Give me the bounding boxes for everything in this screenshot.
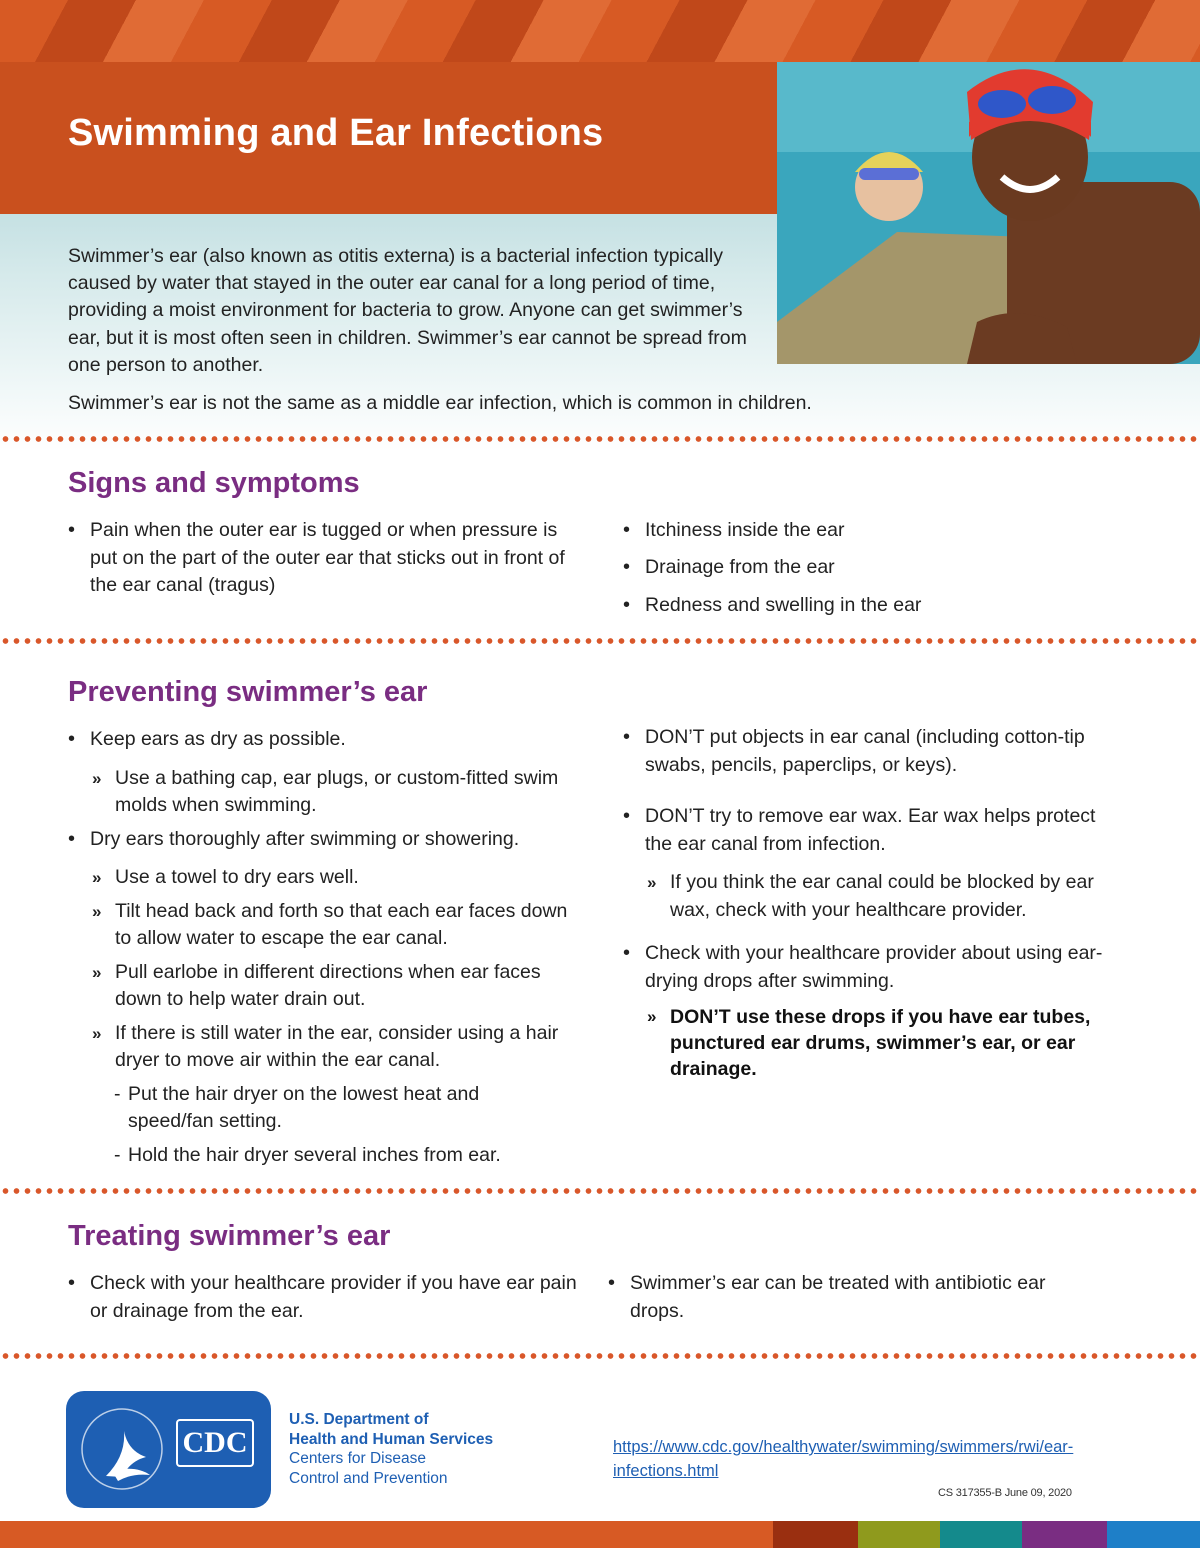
dotted-divider	[0, 1188, 1200, 1194]
list-item: - Hold the hair dryer several inches from ear.	[68, 1142, 588, 1170]
intro-note: Swimmer’s ear is not the same as a middle ear infection, which is common in children.	[68, 392, 812, 414]
agency-name	[289, 1410, 549, 1488]
signs-list-right	[623, 517, 1143, 620]
list-item: • Drainage from the ear	[623, 554, 1143, 582]
treat-list-right	[608, 1270, 1078, 1325]
child-swimmer-photo	[777, 62, 1200, 364]
list-item: » Use a towel to dry ears well.	[68, 864, 588, 892]
list-item: » Pull earlobe in different directions when ear faces down to help water drain out.	[68, 959, 588, 1014]
list-item: • Dry ears thoroughly after swimming or showering.	[68, 826, 588, 854]
list-item: • DON’T put objects in ear canal (including cotton-tip swabs, pencils, paperclips, or keys).	[623, 724, 1123, 779]
list-item: » DON’T use these drops if you have ear tubes, punctured ear drums, swimmer’s ear, or ear drainage.	[623, 1004, 1123, 1082]
list-item: • Check with your healthcare provider about using ear-drying drops after swimming.	[623, 940, 1123, 995]
list-item: • Swimmer’s ear can be treated with antibiotic ear drops.	[608, 1270, 1078, 1325]
page-title: Swimming and Ear Infections	[68, 112, 604, 154]
treat-list-left	[68, 1270, 588, 1325]
list-item: » If there is still water in the ear, consider using a hair dryer to move air within the ear canal.	[68, 1020, 588, 1075]
bottom-color-bar	[0, 1521, 1200, 1548]
bar-segment	[1022, 1521, 1107, 1548]
list-item: - Put the hair dryer on the lowest heat and speed/fan setting.	[68, 1081, 548, 1136]
hhs-line-2: Health and Human Services	[289, 1430, 494, 1448]
cdc-line-2: Control and Prevention	[289, 1469, 448, 1487]
top-stripe-banner	[0, 0, 1200, 62]
list-item: • DON’T try to remove ear wax. Ear wax helps protect the ear canal from infection.	[623, 803, 1123, 858]
section-title-treat: Treating swimmer’s ear	[68, 1220, 391, 1252]
section-title-prevent: Preventing swimmer’s ear	[68, 676, 428, 708]
list-item: • Itchiness inside the ear	[623, 517, 1143, 545]
dotted-divider	[0, 436, 1200, 442]
bar-segment	[0, 1521, 773, 1548]
section-title-signs: Signs and symptoms	[68, 467, 360, 499]
photo-illustration	[777, 62, 1200, 364]
dotted-divider	[0, 1353, 1200, 1359]
list-item: • Check with your healthcare provider if you have ear pain or drainage from the ear.	[68, 1270, 588, 1325]
bar-segment	[940, 1521, 1022, 1548]
dotted-divider	[0, 638, 1200, 644]
signs-list-left	[68, 517, 568, 600]
list-item: » If you think the ear canal could be blocked by ear wax, check with your healthcare provider.	[623, 869, 1123, 924]
cdc-wordmark: CDC	[176, 1419, 254, 1467]
list-item: • Pain when the outer ear is tugged or when pressure is put on the part of the outer ear that sticks out in front of the ear canal (tragus)	[68, 517, 568, 600]
prevent-list-right	[623, 724, 1123, 1082]
list-item: • Keep ears as dry as possible.	[68, 726, 588, 754]
bar-segment	[1107, 1521, 1200, 1548]
cdc-line-1: Centers for Disease	[289, 1450, 426, 1467]
list-item: • Redness and swelling in the ear	[623, 592, 1143, 620]
hhs-eagle-icon	[66, 1391, 176, 1508]
source-link[interactable]: https://www.cdc.gov/healthywater/swimming/swimmers/rwi/ear-infections.html	[613, 1438, 1074, 1480]
hhs-line-1: U.S. Department of	[289, 1411, 429, 1428]
list-item: » Tilt head back and forth so that each ear faces down to allow water to escape the ear canal.	[68, 898, 588, 953]
intro-paragraph: Swimmer’s ear (also known as otitis externa) is a bacterial infection typically caused by water that stayed in the outer ear canal for a long period of time, providing a moist environment for bacteria to grow. Anyone can get swimmer’s ear, but it is most often seen in children. Swimmer’s ear cannot be spread from one person to another.	[68, 245, 747, 376]
prevent-list-left	[68, 726, 588, 1169]
hhs-cdc-logo	[66, 1391, 271, 1508]
list-item: » Use a bathing cap, ear plugs, or custom-fitted swim molds when swimming.	[68, 765, 588, 820]
bar-segment	[773, 1521, 858, 1548]
document-id: CS 317355-B June 09, 2020	[938, 1487, 1072, 1499]
bar-segment	[858, 1521, 940, 1548]
